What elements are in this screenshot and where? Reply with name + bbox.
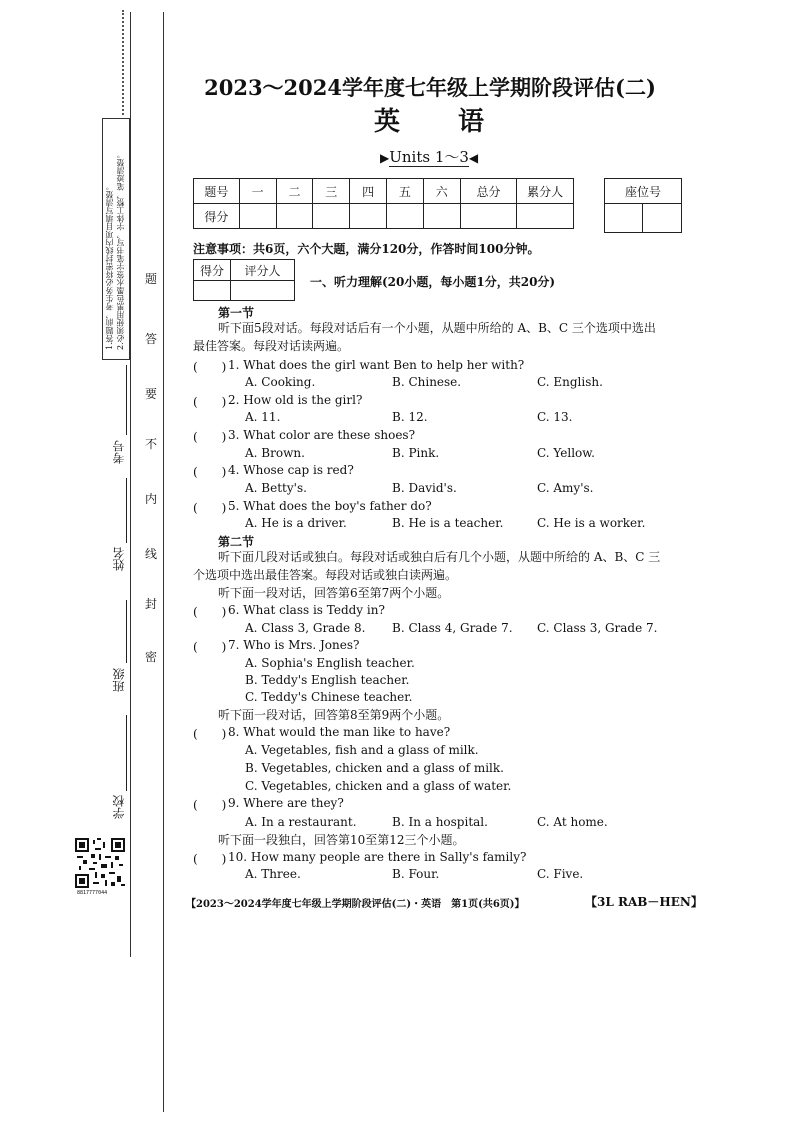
option-7b: B. Teddy's English teacher.	[245, 673, 410, 687]
score-cell[interactable]	[239, 204, 276, 229]
score-row-label: 得分	[194, 204, 240, 229]
score-header-cell: 二	[276, 179, 313, 204]
score-cell[interactable]	[313, 204, 350, 229]
option-4b: B. David's.	[392, 481, 457, 495]
question-3: 3. What color are these shoes?	[228, 428, 416, 442]
option-10c: C. Five.	[537, 867, 584, 881]
school-label: 学校	[112, 795, 126, 819]
seal-char-2: 答	[145, 332, 158, 346]
score-cell[interactable]	[460, 204, 517, 229]
name-label: 姓名	[112, 547, 126, 571]
question-10: 10. How many people are there in Sally's family?	[228, 850, 527, 864]
part1-title: 第一节	[218, 306, 255, 320]
answer-paren[interactable]: ( )	[193, 605, 227, 619]
option-8a: A. Vegetables, fish and a glass of milk.	[245, 743, 479, 757]
option-1c: C. English.	[537, 375, 603, 389]
question-1: 1. What does the girl want Ben to help her with?	[228, 358, 525, 372]
part1-instruction-1: 听下面5段对话。每段对话后有一个小题，从题中所给的 A、B、C 三个选项中选出	[218, 321, 656, 335]
grader-name-label: 评分人	[231, 260, 295, 281]
question-6: 6. What class is Teddy in?	[228, 603, 385, 617]
seat-table	[604, 178, 682, 233]
question-5: 5. What does the boy's father do?	[228, 499, 432, 513]
margin-notice-line2: 2.必须使用黑色墨水签字笔书写，字体工整，笔迹清楚。	[116, 150, 125, 350]
question-9: 9. Where are they?	[228, 796, 344, 810]
question-2: 2. How old is the girl?	[228, 393, 363, 407]
option-6c: C. Class 3, Grade 7.	[537, 621, 658, 635]
margin-dotted-strip	[122, 10, 130, 115]
class-label: 班级	[112, 668, 126, 692]
option-3c: C. Yellow.	[537, 446, 595, 460]
question-4: 4. Whose cap is red?	[228, 463, 354, 477]
school-field[interactable]	[126, 715, 127, 791]
seal-char-7: 封	[145, 597, 158, 611]
seat-cell[interactable]	[643, 204, 682, 233]
class-field[interactable]	[126, 600, 127, 663]
score-header-cell: 一	[239, 179, 276, 204]
answer-paren[interactable]: ( )	[193, 465, 227, 479]
grader-name-cell[interactable]	[231, 281, 295, 301]
margin-notice-box	[102, 118, 130, 360]
qr-caption: 8817777044	[77, 890, 108, 896]
option-2a: A. 11.	[245, 410, 281, 424]
option-2b: B. 12.	[392, 410, 428, 424]
option-4c: C. Amy's.	[537, 481, 594, 495]
answer-paren[interactable]: ( )	[193, 360, 227, 374]
score-cell[interactable]	[423, 204, 460, 229]
seal-char-1: 题	[145, 272, 158, 286]
answer-paren[interactable]: ( )	[193, 798, 227, 812]
option-2c: C. 13.	[537, 410, 573, 424]
option-10b: B. Four.	[392, 867, 440, 881]
answer-paren[interactable]: ( )	[193, 395, 227, 409]
section1-title: 一、听力理解(20小题，每小题1分，共20分)	[310, 275, 556, 289]
seat-label: 座位号	[605, 179, 682, 204]
answer-paren[interactable]: ( )	[193, 852, 227, 866]
seal-char-4: 不	[145, 437, 158, 451]
seat-cell[interactable]	[605, 204, 643, 233]
answer-paren[interactable]: ( )	[193, 727, 227, 741]
question-8: 8. What would the man like to have?	[228, 725, 451, 739]
option-7c: C. Teddy's Chinese teacher.	[245, 690, 413, 704]
option-3a: A. Brown.	[245, 446, 305, 460]
option-4a: A. Betty's.	[245, 481, 307, 495]
seal-char-5: 内	[145, 492, 158, 506]
option-8b: B. Vegetables, chicken and a glass of milk.	[245, 761, 504, 775]
footer-text: 【2023～2024学年度七年级上学期阶段评估(二)・英语 第1页(共6页)】	[186, 899, 525, 910]
score-header-cell: 五	[387, 179, 424, 204]
exam-no-label: 考号	[112, 440, 126, 464]
grader-score-label: 得分	[194, 260, 231, 281]
units-banner	[380, 146, 478, 167]
score-header-cell: 题号	[194, 179, 240, 204]
part2-instruction-2: 个选项中选出最佳答案。每段对话或独白读两遍。	[193, 568, 458, 582]
part2-instruction-1: 听下面几段对话或独白。每段对话或独白后有几个小题，从题中所给的 A、B、C 三	[218, 550, 661, 564]
score-header-cell: 总分	[460, 179, 517, 204]
name-field[interactable]	[126, 478, 127, 543]
option-7a: A. Sophia's English teacher.	[245, 656, 415, 670]
seal-char-3: 要	[145, 387, 158, 401]
exam-title: 2023～2024学年度七年级上学期阶段评估(二)	[204, 75, 656, 100]
option-9c: C. At home.	[537, 815, 608, 829]
score-header-cell: 三	[313, 179, 350, 204]
triangle-left-icon: ◀	[468, 151, 479, 165]
score-header-cell: 累分人	[517, 179, 574, 204]
subject-title: 英 语	[373, 107, 486, 137]
option-1a: A. Cooking.	[245, 375, 316, 389]
score-header-cell: 四	[350, 179, 387, 204]
lead-8-9: 听下面一段对话，回答第8至第9两个小题。	[218, 708, 450, 722]
option-5a: A. He is a driver.	[245, 516, 347, 530]
option-9b: B. In a hospital.	[392, 815, 488, 829]
score-cell[interactable]	[517, 204, 574, 229]
score-cell[interactable]	[387, 204, 424, 229]
answer-paren[interactable]: ( )	[193, 430, 227, 444]
option-6b: B. Class 4, Grade 7.	[392, 621, 513, 635]
option-8c: C. Vegetables, chicken and a glass of water.	[245, 779, 512, 793]
option-6a: A. Class 3, Grade 8.	[245, 621, 366, 635]
question-7: 7. Who is Mrs. Jones?	[228, 638, 360, 652]
score-header-cell: 六	[423, 179, 460, 204]
triangle-right-icon: ▶	[380, 151, 390, 165]
option-5c: C. He is a worker.	[537, 516, 646, 530]
margin-rule-right	[163, 12, 164, 1112]
lead-10-12: 听下面一段独白，回答第10至第12三个小题。	[218, 833, 465, 847]
option-3b: B. Pink.	[392, 446, 440, 460]
score-cell[interactable]	[276, 204, 313, 229]
lead-6-7: 听下面一段对话，回答第6至第7两个小题。	[218, 586, 450, 600]
seal-char-8: 密	[145, 650, 158, 664]
margin-rule-left	[130, 12, 131, 957]
units-label: Units 1～3	[389, 148, 469, 166]
footer-code: 【3L RAB－HEN】	[585, 895, 703, 909]
option-10a: A. Three.	[245, 867, 301, 881]
option-9a: A. In a restaurant.	[245, 815, 357, 829]
qr-code-icon	[75, 838, 125, 888]
grader-score-cell[interactable]	[194, 281, 231, 301]
option-5b: B. He is a teacher.	[392, 516, 504, 530]
grader-box	[193, 259, 295, 301]
notice-text: 注意事项：共6页，六个大题，满分120分，作答时间100分钟。	[193, 242, 540, 256]
part2-title: 第二节	[218, 535, 255, 549]
seal-char-6: 线	[145, 547, 158, 561]
exam-no-field[interactable]	[126, 365, 127, 435]
answer-paren[interactable]: ( )	[193, 640, 227, 654]
score-cell[interactable]	[350, 204, 387, 229]
score-table	[193, 178, 574, 229]
answer-paren[interactable]: ( )	[193, 501, 227, 515]
option-1b: B. Chinese.	[392, 375, 462, 389]
part1-instruction-2: 最佳答案。每段对话读两遍。	[193, 339, 350, 353]
margin-notice-line1: 1.答题前，考生务必将密封线内项目填写清楚。	[105, 182, 114, 350]
